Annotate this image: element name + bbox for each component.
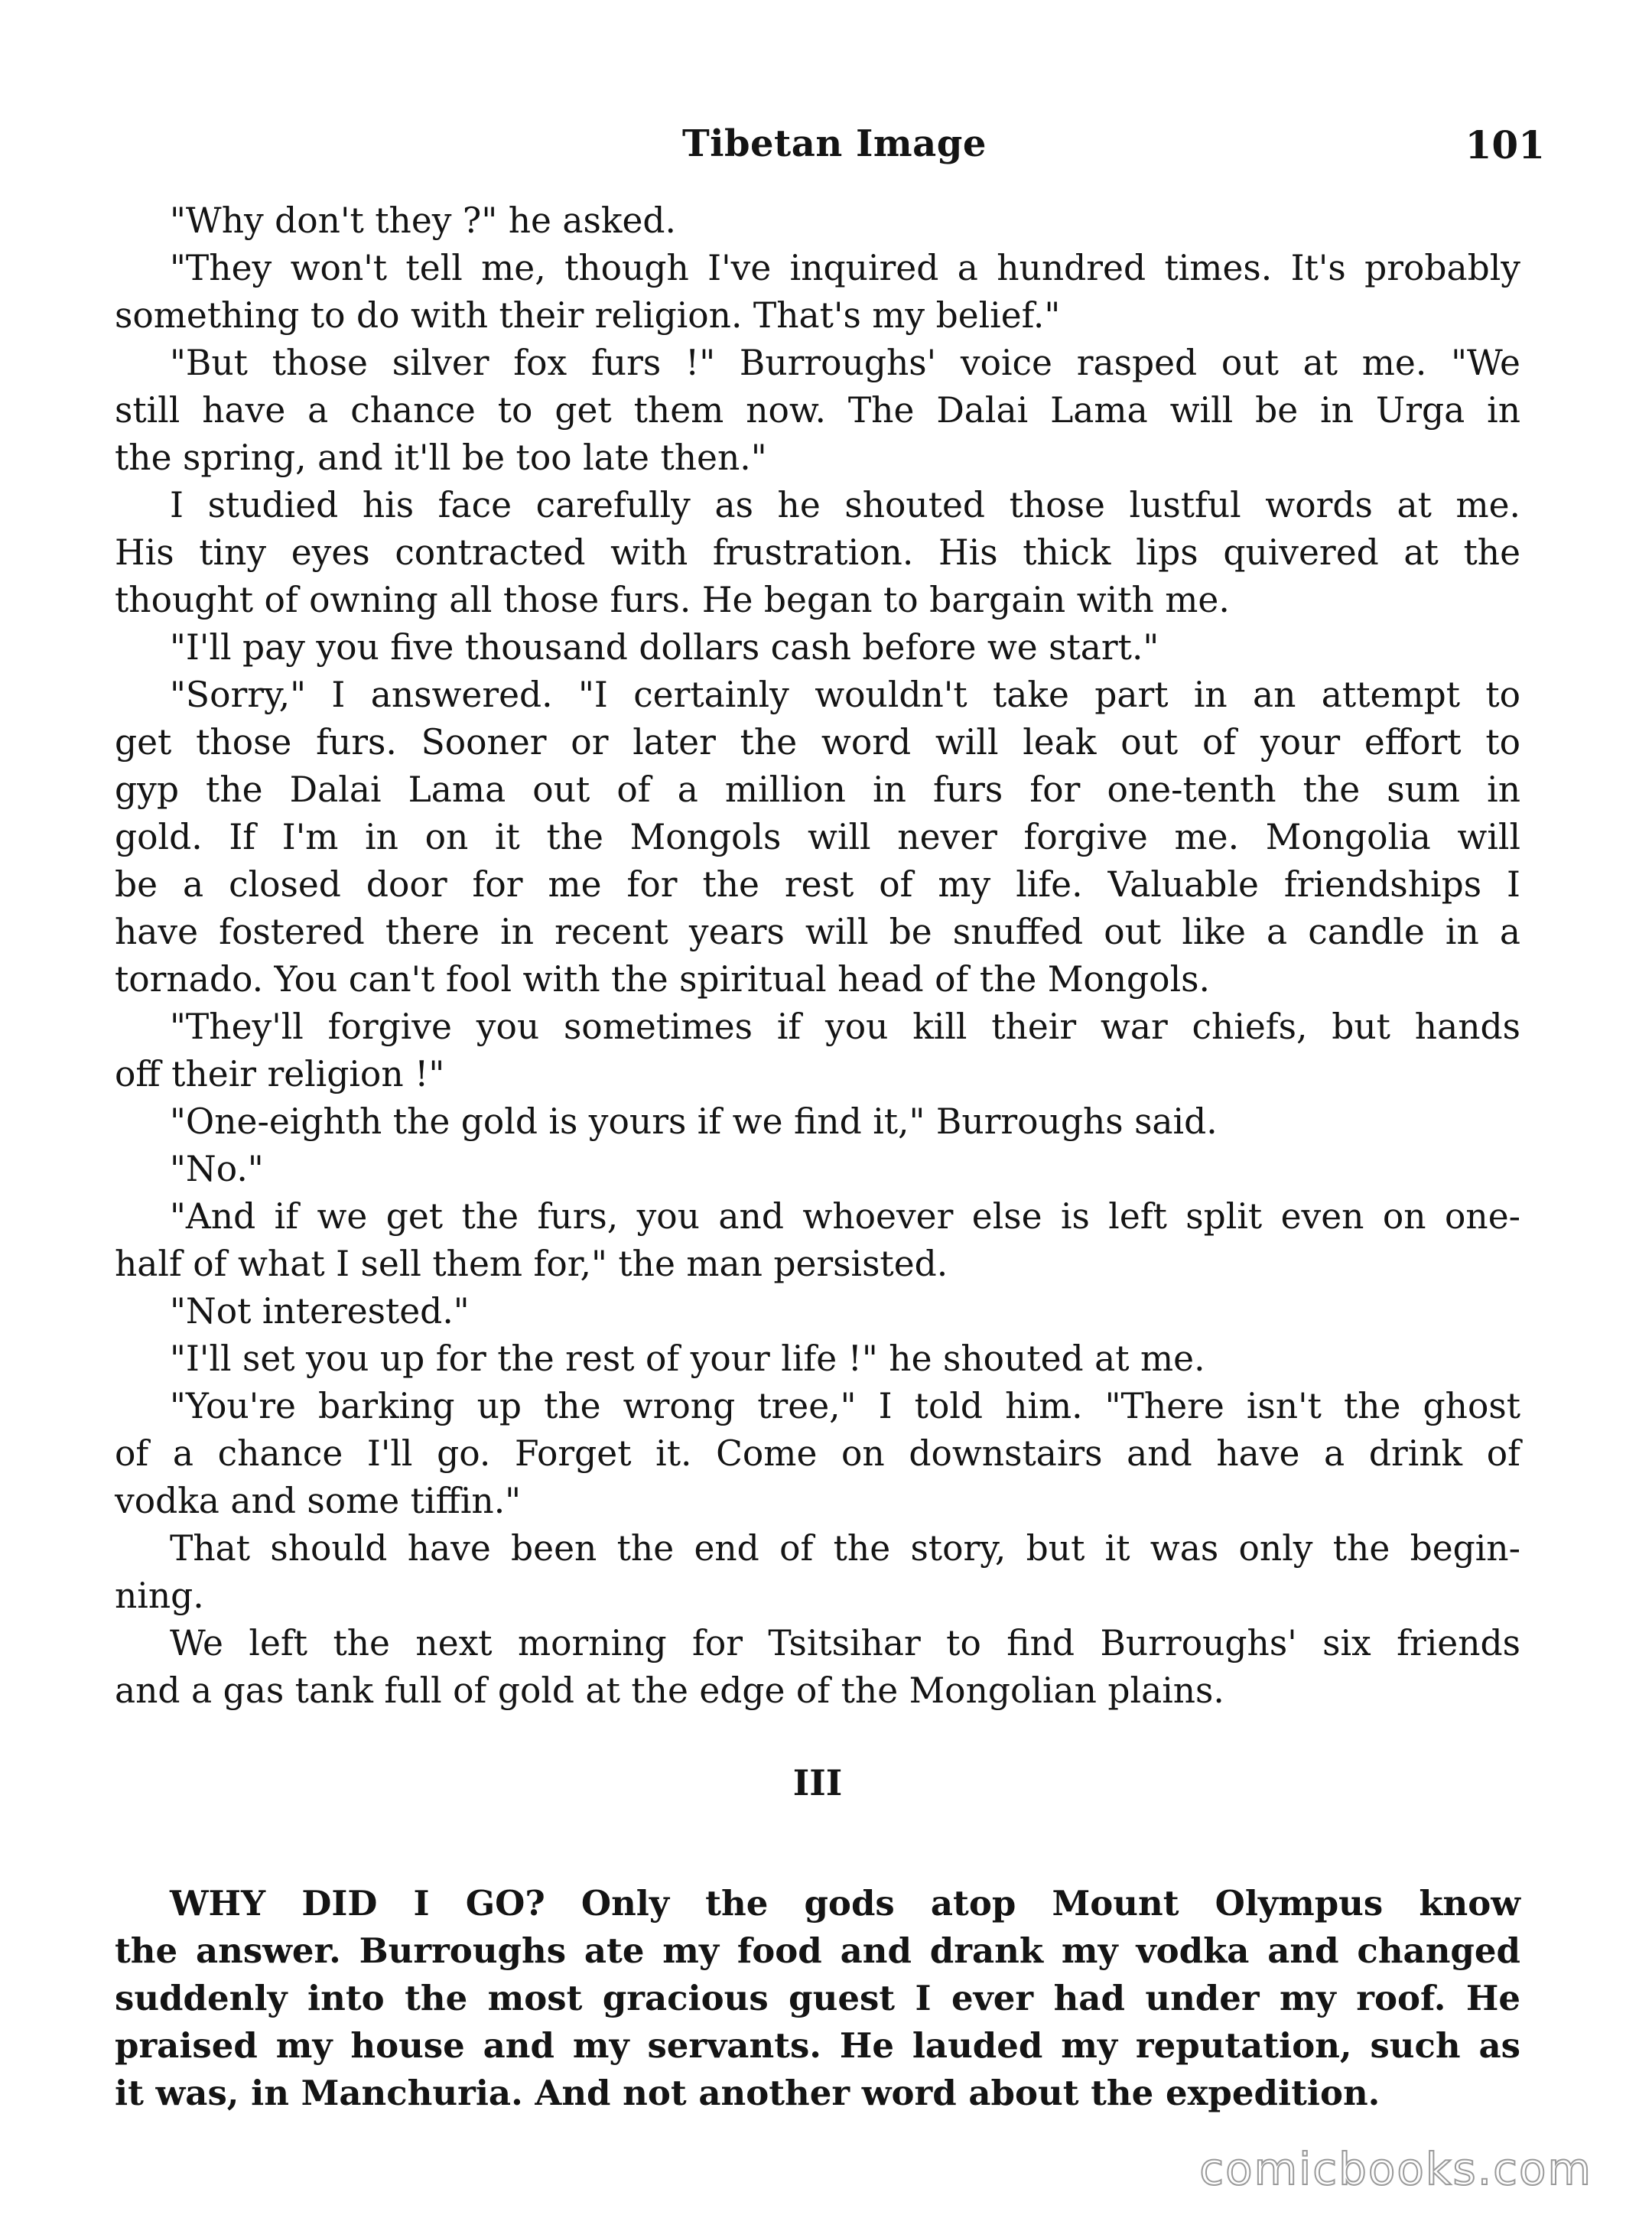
text-line: praised my house and my servants. He lauded my reputation, such as <box>115 2025 1520 2066</box>
text-line: I studied his face carefully as he shouted those lustful words at me. <box>170 485 1520 525</box>
page-number: 101 <box>1465 122 1545 167</box>
paragraph <box>115 672 1520 1003</box>
text-line: His tiny eyes contracted with frustration. His thick lips quivered at the <box>115 532 1520 573</box>
paragraph <box>115 1383 1520 1525</box>
text-line: "And if we get the furs, you and whoever else is left split even on one- <box>170 1196 1520 1237</box>
paragraph <box>115 1525 1520 1620</box>
text-line: still have a chance to get them now. The Dalai Lama will be in Urga in <box>115 390 1520 431</box>
text-line: ning. <box>115 1576 204 1616</box>
paragraph <box>115 197 1520 245</box>
paragraph <box>115 340 1520 482</box>
text-line: half of what I sell them for," the man persisted. <box>115 1244 948 1284</box>
paragraph <box>115 1098 1520 1146</box>
text-line: "No." <box>170 1149 264 1189</box>
text-line: "They'll forgive you sometimes if you kill their war chiefs, but hands <box>170 1007 1520 1047</box>
text-line: gyp the Dalai Lama out of a million in furs for one-tenth the sum in <box>115 769 1520 810</box>
text-line: of a chance I'll go. Forget it. Come on downstairs and have a drink of <box>115 1433 1520 1474</box>
text-line: suddenly into the most gracious guest I ever had under my roof. He <box>115 1978 1520 2018</box>
text-line: "One-eighth the gold is yours if we find it," Burroughs said. <box>170 1101 1218 1142</box>
text-line: "I'll pay you five thousand dollars cash before we start." <box>170 627 1159 668</box>
section-mark: III <box>792 1762 843 1803</box>
paragraph <box>115 624 1520 672</box>
paragraph <box>115 245 1520 340</box>
running-title: Tibetan Image <box>682 122 987 165</box>
paragraph <box>115 482 1520 624</box>
text-line: and a gas tank full of gold at the edge of the Mongolian plains. <box>115 1670 1224 1711</box>
paragraph <box>115 1193 1520 1288</box>
text-line: "Why don't they ?" he asked. <box>170 200 676 241</box>
text-line: the answer. Burroughs ate my food and drank my vodka and changed <box>115 1930 1520 1971</box>
text-line: "Not interested." <box>170 1291 470 1332</box>
watermark: comicbooks.com <box>1199 2143 1592 2195</box>
paragraph <box>115 1335 1520 1383</box>
text-line: "You're barking up the wrong tree," I told him. "There isn't the ghost <box>170 1386 1520 1426</box>
text-line: gold. If I'm in on it the Mongols will never forgive me. Mongolia will <box>115 817 1520 857</box>
paragraph <box>115 1288 1520 1335</box>
text-line: have fostered there in recent years will be snuffed out like a candle in a <box>115 912 1520 952</box>
text-line: We left the next morning for Tsitsihar to find Burroughs' six friends <box>170 1623 1520 1664</box>
paragraph <box>115 1146 1520 1193</box>
text-line: "I'll set you up for the rest of your life !" he shouted at me. <box>170 1338 1205 1379</box>
paragraph <box>115 1003 1520 1098</box>
text-line: That should have been the end of the story, but it was only the begin- <box>170 1528 1520 1569</box>
text-line: "But those silver fox furs !" Burroughs' voice rasped out at me. "We <box>170 343 1520 383</box>
running-head <box>115 122 1545 176</box>
text-line: off their religion !" <box>115 1054 445 1094</box>
text-line: vodka and some tiffin." <box>115 1481 522 1521</box>
text-line: get those furs. Sooner or later the word will leak out of your effort to <box>115 722 1520 763</box>
text-line: the spring, and it'll be too late then." <box>115 437 767 478</box>
text-line: be a closed door for me for the rest of my life. Valuable friendships I <box>115 864 1520 905</box>
section-opening-paragraph <box>115 1880 1520 2117</box>
text-line: something to do with their religion. That's my belief." <box>115 295 1061 336</box>
paragraph <box>115 1620 1520 1715</box>
body-text <box>115 197 1520 2117</box>
text-line: it was, in Manchuria. And not another word about the expedition. <box>115 2073 1380 2113</box>
text-line: tornado. You can't fool with the spiritual head of the Mongols. <box>115 959 1210 1000</box>
text-line: thought of owning all those furs. He began to bargain with me. <box>115 580 1230 620</box>
text-line: WHY DID I GO? Only the gods atop Mount Olympus know <box>170 1883 1520 1924</box>
text-line: "They won't tell me, though I've inquired a hundred times. It's probably <box>170 248 1520 288</box>
text-line: "Sorry," I answered. "I certainly wouldn't take part in an attempt to <box>170 675 1520 715</box>
